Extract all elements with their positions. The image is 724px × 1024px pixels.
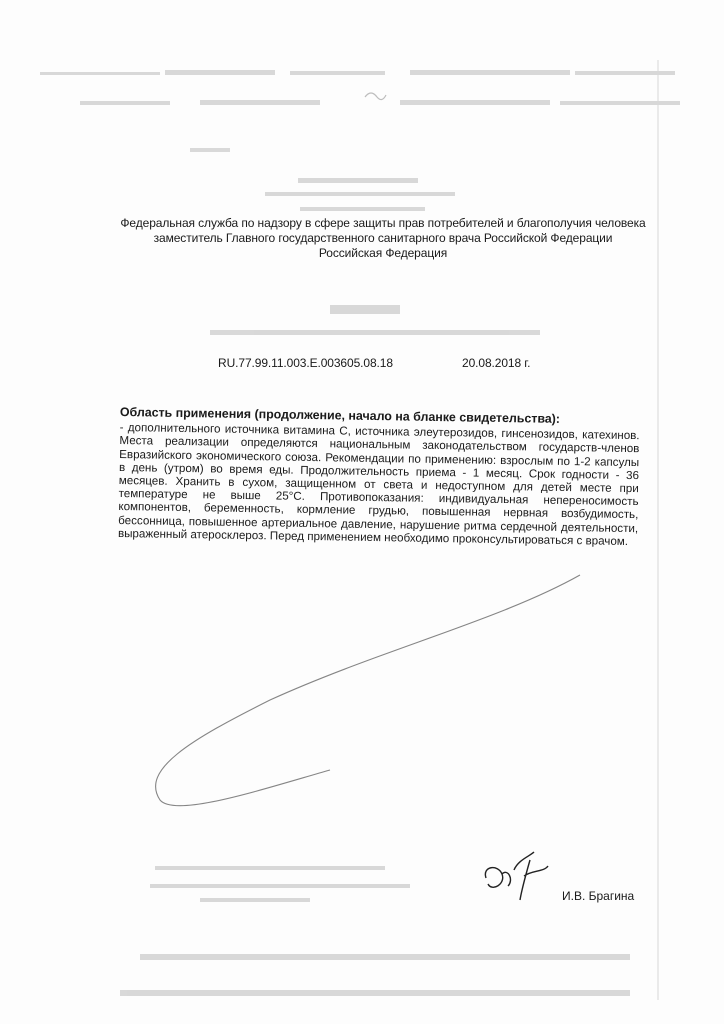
application-scope-title: Область применения (продолжение, начало на бланке свидетельства):	[119, 405, 561, 426]
document-number: RU.77.99.11.003.E.003605.08.18	[218, 356, 393, 370]
issuer-header	[118, 216, 648, 261]
issuer-country: Российская Федерация	[318, 246, 448, 260]
issuer-agency: Федеральная служба по надзору в сфере защиты прав потребителей и благополучия человека	[120, 216, 646, 230]
application-scope-text: - дополнительного источника витамина С, источника элеутерозидов, гинсенозидов, катехинов. Места реализации определяются национальным законодательством государств-членов Евразийского экономического союза. Рекомендации по применению: взрослым по 1-2 капсулы в день (утром) во время еды. Продолжительность приема - 1 месяц. Срок годности - 36 месяцев. Хранить в сухом, защищенном от света и недоступном для детей месте при температуре не выше 25°С. Противопоказания: индивидуальная непереносимость компонентов, беременность, кормление грудью, повышенная нервная возбудимость, бессонница, повышенное артериальное давление, нарушение ритма сердечной деятельности, выраженный атеросклероз. Перед применением необходимо проконсультироваться с врачом.	[117, 421, 640, 548]
signer-name: И.В. Брагина	[562, 889, 635, 903]
handwritten-signature	[478, 846, 558, 906]
document-date: 20.08.2018 г.	[462, 356, 531, 370]
issuer-position: заместитель Главного государственного санитарного врача Российской Федерации	[153, 231, 613, 245]
application-scope	[118, 406, 640, 548]
